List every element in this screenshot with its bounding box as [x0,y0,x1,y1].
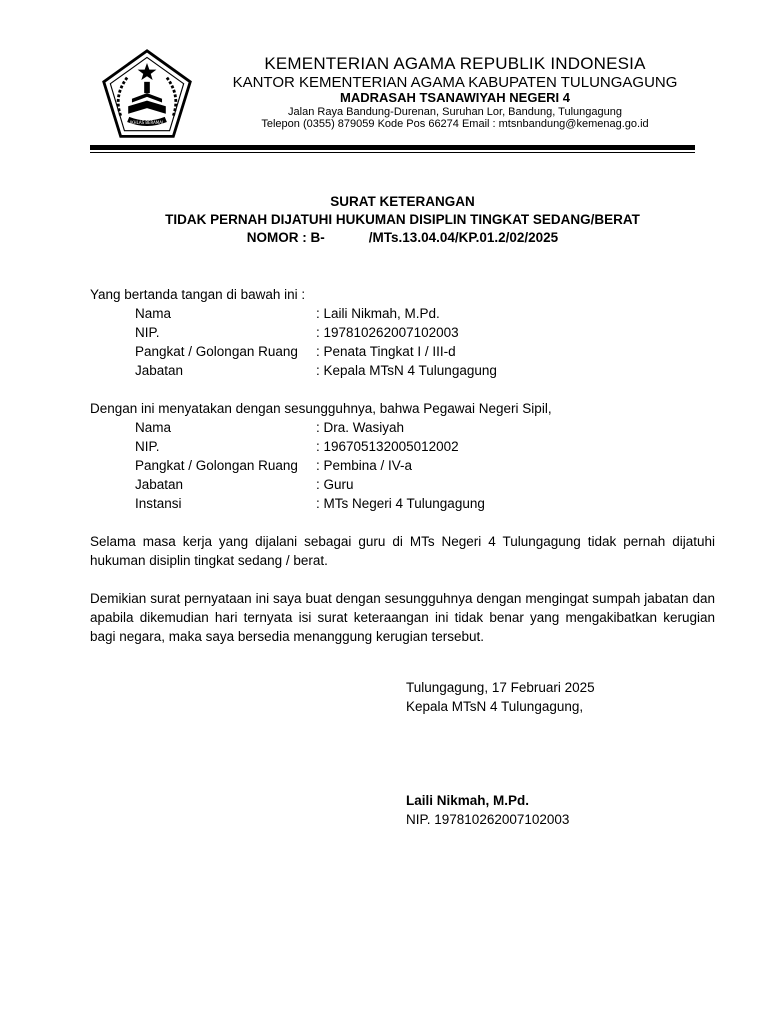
signer-details [135,304,497,380]
school-name: MADRASAH TSANAWIYAH NEGERI 4 [340,89,570,105]
title-line-2: TIDAK PERNAH DIJATUHI HUKUMAN DISIPLIN TINGKAT SEDANG/BERAT [165,212,640,227]
letter-title [90,193,715,247]
table-row: NIP. : 196705132005012002 [135,439,459,454]
title-line-1: SURAT KETERANGAN [330,194,475,209]
employee-intro: Dengan ini menyatakan dengan sesungguhnya, bahwa Pegawai Negeri Sipil, [90,401,552,416]
table-row: Nama : Laili Nikmah, M.Pd. [135,306,440,321]
signer-position: Kepala MTsN 4 Tulungagung, [406,699,584,714]
signature-block [406,678,595,829]
header-divider-thick [90,145,695,150]
signer-name: Laili Nikmah, M.Pd. [406,793,530,808]
letter-body [90,285,715,646]
kemenag-logo-icon [100,48,194,142]
ministry-name: KEMENTERIAN AGAMA REPUBLIK INDONESIA [264,54,646,73]
office-name: KANTOR KEMENTERIAN AGAMA KABUPATEN TULUNGAGUNG [232,73,678,91]
signer-nip: NIP. 197810262007102003 [406,812,570,827]
statement-paragraph: Selama masa kerja yang dijalani sebagai guru di MTs Negeri 4 Tulungagung tidak pernah dijatuhi hukuman disiplin tingkat sedang / berat. [90,534,715,568]
table-row: Jabatan : Kepala MTsN 4 Tulungagung [135,363,497,378]
table-row: Jabatan : Guru [135,477,354,492]
table-row: Nama : Dra. Wasiyah [135,420,405,435]
closing-paragraph: Demikian surat pernyataan ini saya buat dengan sesungguhnya dengan mengingat sumpah jabatan dan apabila dikemudian hari ternyata isi surat keteraangan ini tidak benar yang mengakibatkan kerugian bagi negara, maka saya bersedia menanggung kerugian tersebut. [90,591,715,644]
letterhead [210,54,700,131]
signer-intro: Yang bertanda tangan di bawah ini : [90,287,306,302]
contact-info: Telepon (0355) 879059 Kode Pos 66274 Email : mtsnbandung@kemenag.go.id [261,118,649,131]
table-row: Pangkat / Golongan Ruang : Penata Tingkat I / III-d [135,344,456,359]
address: Jalan Raya Bandung-Durenan, Suruhan Lor, Bandung, Tulungagung [288,105,622,118]
employee-details [135,418,485,513]
table-row: Instansi : MTs Negeri 4 Tulungagung [135,496,485,511]
table-row: NIP. : 197810262007102003 [135,325,459,340]
table-row: Pangkat / Golongan Ruang : Pembina / IV-a [135,458,413,473]
svg-text:IKHLAS BERAMAL: IKHLAS BERAMAL [129,120,165,126]
place-date: Tulungagung, 17 Februari 2025 [406,680,595,695]
letter-number: NOMOR : B- /MTs.13.04.04/KP.01.2/02/2025 [246,230,559,245]
header-divider-thin [90,152,695,153]
